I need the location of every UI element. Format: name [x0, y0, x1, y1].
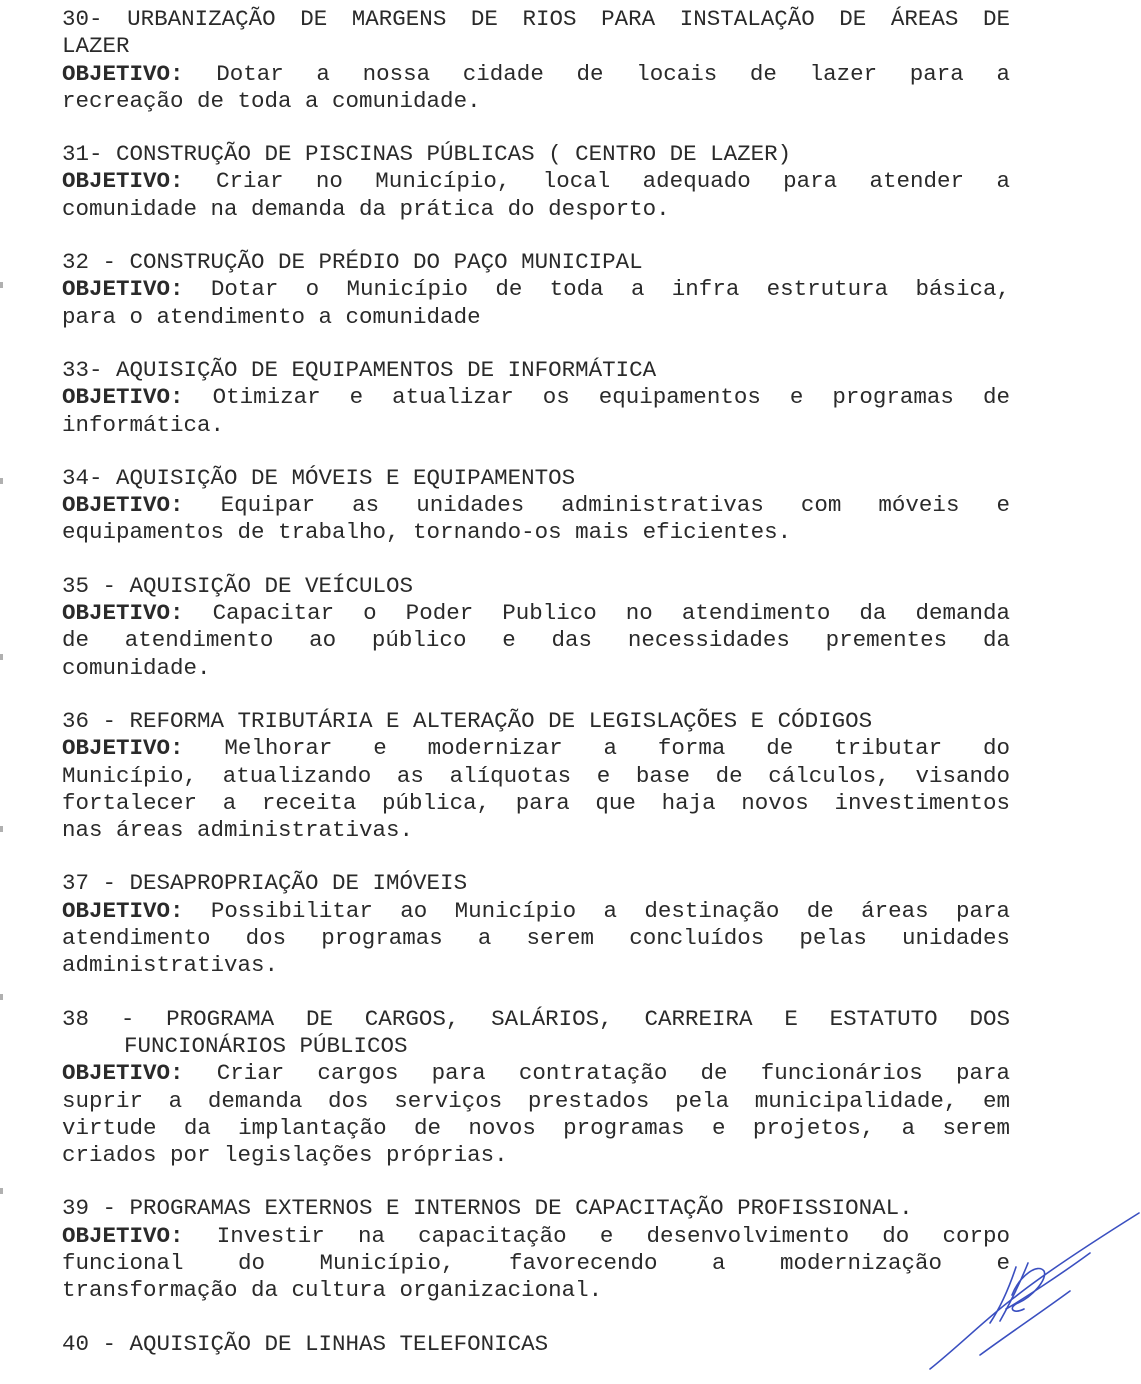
scan-mark [0, 478, 3, 484]
objective-text: Município, atualizando as alíquotas e base de cálculos, visando [62, 762, 1010, 789]
objective-line [62, 1060, 1010, 1087]
objective-line [62, 952, 1010, 979]
objective-text: informática. [62, 411, 225, 438]
objective-line [62, 168, 1010, 195]
program-item [62, 465, 1010, 547]
objective-label: OBJETIVO: [62, 600, 184, 627]
objective-text: nas áreas administrativas. [62, 817, 414, 844]
program-item [62, 573, 1010, 682]
objective-text: suprir a demanda dos serviços prestados pela municipalidade, em [62, 1087, 1010, 1114]
program-item [62, 1006, 1010, 1170]
objective-text: atendimento dos programas a serem concluídos pelas unidades [62, 925, 1010, 952]
objective-text: Investir na capacitação e desenvolvimento do corpo [216, 1222, 1010, 1249]
objective-text: Criar cargos para contratação de funcionários para [216, 1060, 1010, 1087]
objective-line [62, 88, 1010, 115]
objective-text: virtude da implantação de novos programas e projetos, a serem [62, 1114, 1010, 1141]
scan-mark [0, 282, 3, 288]
objective-text: funcional do Município, favorecendo a modernização e [62, 1249, 1010, 1276]
objective-text: transformação da cultura organizacional. [62, 1277, 603, 1304]
scan-mark [0, 654, 3, 660]
program-title: 36 - REFORMA TRIBUTÁRIA E ALTERAÇÃO DE LEGISLAÇÕES E CÓDIGOS [62, 707, 873, 734]
objective-line [62, 519, 1010, 546]
scan-mark [0, 826, 3, 832]
objective-text: comunidade. [62, 654, 211, 681]
objective-line [62, 1088, 1010, 1115]
program-title: 39 - PROGRAMAS EXTERNOS E INTERNOS DE CAPACITAÇÃO PROFISSIONAL. [62, 1195, 913, 1222]
program-item [62, 357, 1010, 439]
objective-label: OBJETIVO: [62, 492, 184, 519]
signature-mark [920, 1205, 1141, 1372]
program-item [62, 708, 1010, 844]
document-body [62, 6, 1010, 1384]
objective-text: Equipar as unidades administrativas com móveis e [220, 492, 1010, 519]
objective-line [62, 196, 1010, 223]
objective-text: recreação de toda a comunidade. [62, 87, 481, 114]
program-title: 33- AQUISIÇÃO DE EQUIPAMENTOS DE INFORMÁTICA [62, 356, 657, 383]
scan-mark [0, 1188, 3, 1194]
objective-line [62, 817, 1010, 844]
objective-line [62, 735, 1010, 762]
objective-line [62, 763, 1010, 790]
program-item [62, 1195, 1010, 1304]
objective-text: Dotar o Município de toda a infra estrutura básica, [210, 276, 1010, 303]
objective-label: OBJETIVO: [62, 60, 184, 87]
objective-line [62, 1250, 1010, 1277]
objective-label: OBJETIVO: [62, 276, 184, 303]
objective-line [62, 1277, 1010, 1304]
objective-line [62, 276, 1010, 303]
objective-label: OBJETIVO: [62, 384, 184, 411]
objective-line [62, 304, 1010, 331]
program-title: 30- URBANIZAÇÃO DE MARGENS DE RIOS PARA INSTALAÇÃO DE ÁREAS DE [62, 6, 1010, 32]
program-title: 32 - CONSTRUÇÃO DE PRÉDIO DO PAÇO MUNICIPAL [62, 249, 643, 276]
objective-label: OBJETIVO: [62, 897, 184, 924]
objective-text: para o atendimento a comunidade [62, 303, 481, 330]
objective-text: Capacitar o Poder Publico no atendimento da demanda [212, 600, 1010, 627]
objective-line [62, 790, 1010, 817]
objective-line [62, 1142, 1010, 1169]
objective-line [62, 384, 1010, 411]
objective-line [62, 1223, 1010, 1250]
objective-label: OBJETIVO: [62, 1222, 184, 1249]
objective-line [62, 898, 1010, 925]
objective-text: administrativas. [62, 952, 279, 979]
objective-line [62, 925, 1010, 952]
objective-line [62, 1115, 1010, 1142]
program-item [62, 6, 1010, 115]
objective-text: criados por legislações próprias. [62, 1142, 508, 1169]
objective-text: Melhorar e modernizar a forma de tributar do [224, 735, 1010, 762]
objective-text: Criar no Município, local adequado para atender a [215, 168, 1010, 195]
program-item [62, 249, 1010, 331]
objective-line [62, 655, 1010, 682]
objective-text: Dotar a nossa cidade de locais de lazer para a [216, 60, 1010, 87]
objective-line [62, 492, 1010, 519]
objective-label: OBJETIVO: [62, 1060, 184, 1087]
objective-label: OBJETIVO: [62, 735, 184, 762]
program-item [62, 141, 1010, 223]
program-title: 31- CONSTRUÇÃO DE PISCINAS PÚBLICAS ( CENTRO DE LAZER) [62, 141, 792, 168]
objective-label: OBJETIVO: [62, 168, 184, 195]
objective-line [62, 412, 1010, 439]
objective-text: de atendimento ao público e das necessidades prementes da [62, 627, 1010, 654]
objective-line [62, 600, 1010, 627]
program-item [62, 870, 1010, 979]
program-title: 40 - AQUISIÇÃO DE LINHAS TELEFONICAS [62, 1330, 549, 1357]
program-title: LAZER [62, 33, 130, 60]
program-title: 35 - AQUISIÇÃO DE VEÍCULOS [62, 572, 414, 599]
program-title: 34- AQUISIÇÃO DE MÓVEIS E EQUIPAMENTOS [62, 464, 576, 491]
scan-mark [0, 994, 3, 1000]
program-item [62, 1331, 1010, 1358]
objective-text: comunidade na demanda da prática do desporto. [62, 195, 670, 222]
program-title: FUNCIONÁRIOS PÚBLICOS [124, 1032, 408, 1059]
objective-line [62, 627, 1010, 654]
program-title: 37 - DESAPROPRIAÇÃO DE IMÓVEIS [62, 870, 468, 897]
objective-text: Possibilitar ao Município a destinação de áreas para [210, 897, 1010, 924]
program-title: 38 - PROGRAMA DE CARGOS, SALÁRIOS, CARREIRA E ESTATUTO DOS [62, 1005, 1010, 1032]
objective-text: equipamentos de trabalho, tornando-os mais eficientes. [62, 519, 792, 546]
objective-text: fortalecer a receita pública, para que haja novos investimentos [62, 789, 1010, 816]
objective-line [62, 61, 1010, 88]
objective-text: Otimizar e atualizar os equipamentos e programas de [212, 384, 1010, 411]
